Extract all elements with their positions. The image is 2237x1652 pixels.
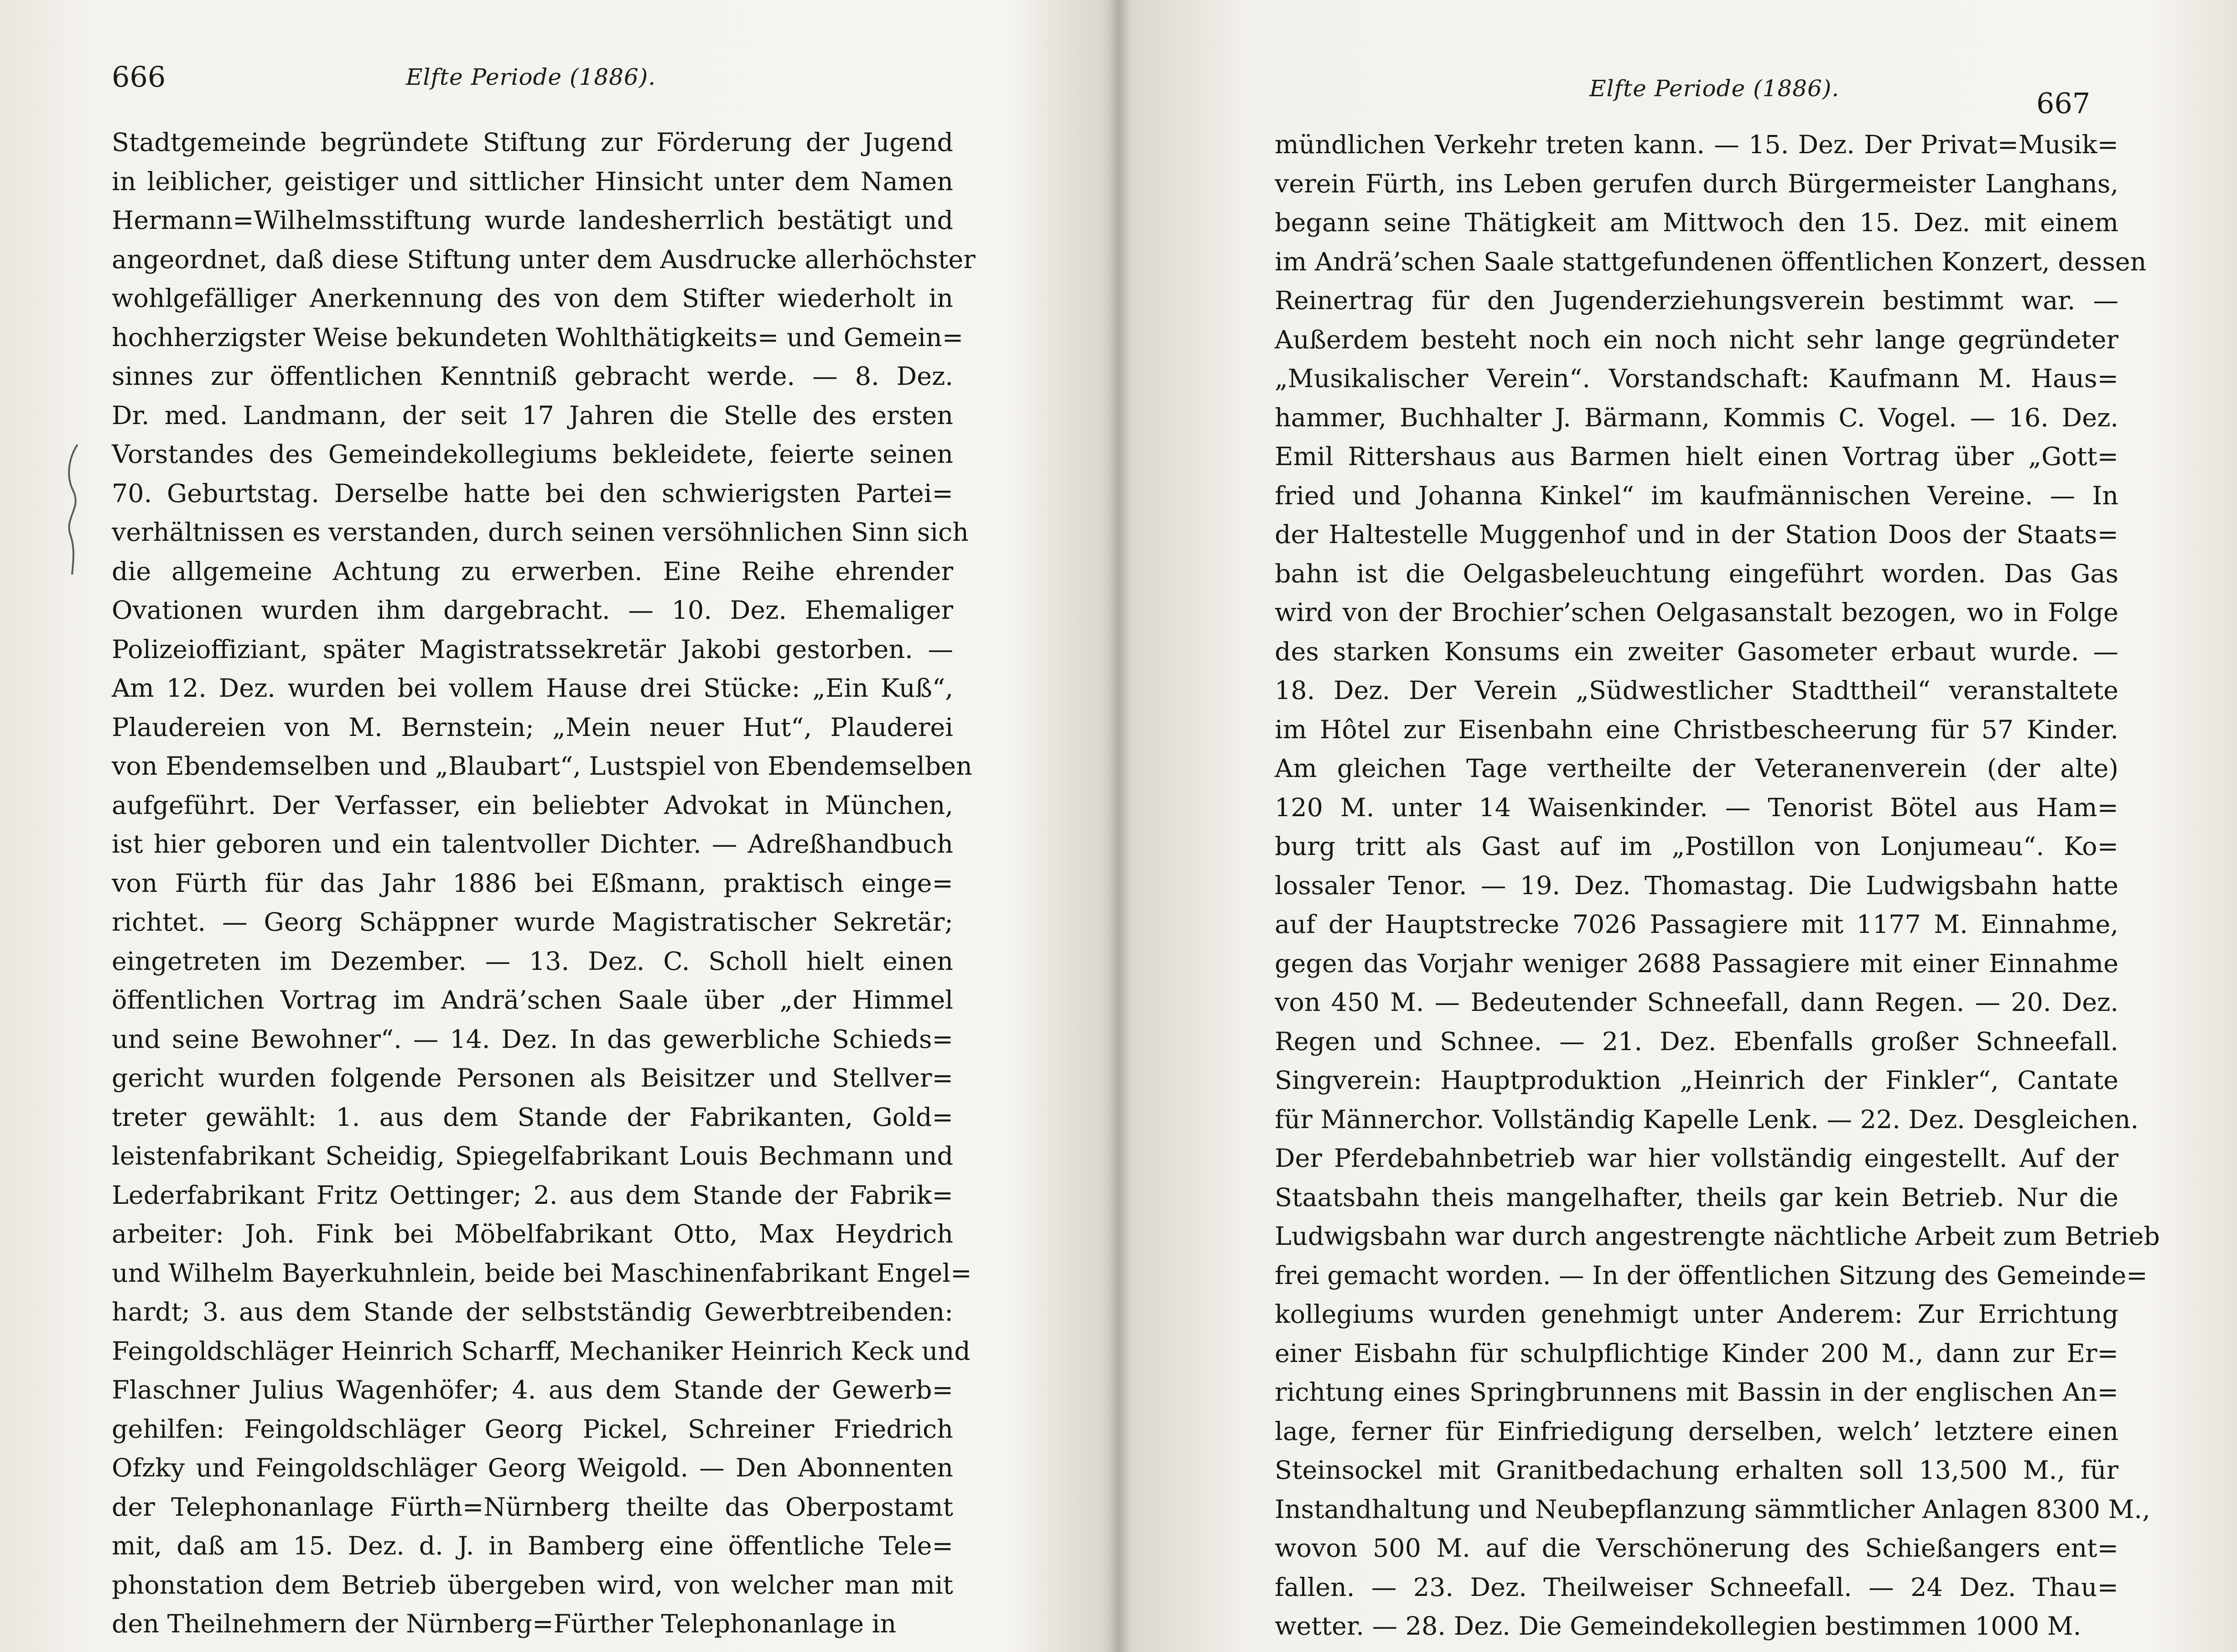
text-line: Stadtgemeinde begründete Stiftung zur Förderung der Jugend [112, 128, 953, 157]
text-line: leistenfabrikant Scheidig, Spiegelfabrikant Louis Bechmann und [112, 1141, 953, 1171]
left-page [0, 0, 1113, 1652]
text-line: von Ebendemselben und „Blaubart“, Lustspiel von Ebendemselben [112, 751, 972, 781]
text-line: Feingoldschläger Heinrich Scharff, Mechaniker Heinrich Keck und [112, 1336, 971, 1366]
right-page [1124, 0, 2237, 1652]
text-line: Lederfabrikant Fritz Oettinger; 2. aus dem Stande der Fabrik= [112, 1180, 953, 1210]
text-line: von Fürth für das Jahr 1886 bei Eßmann, praktisch einge= [112, 868, 953, 898]
text-line: im Hôtel zur Eisenbahn eine Christbescheerung für 57 Kinder. [1275, 715, 2118, 745]
text-line: auf der Hauptstrecke 7026 Passagiere mit 1177 M. Einnahme, [1275, 910, 2118, 939]
text-line: Der Pferdebahnbetrieb war hier vollständig eingestellt. Auf der [1275, 1144, 2118, 1173]
text-line: 120 M. unter 14 Waisenkinder. — Tenorist Bötel aus Ham= [1275, 792, 2118, 823]
text-line: und Wilhelm Bayerkuhnlein, beide bei Maschinenfabrikant Engel= [112, 1258, 972, 1288]
text-line: aufgeführt. Der Verfasser, ein beliebter Advokat in München, [112, 790, 953, 820]
text-line: angeordnet, daß diese Stiftung unter dem Ausdrucke allerhöchster [112, 244, 976, 274]
text-line: der Haltestelle Muggenhof und in der Station Doos der Staats= [1275, 520, 2118, 549]
text-line: den Theilnehmern der Nürnberg=Fürther Telephonanlage in [112, 1609, 897, 1639]
text-line: Staatsbahn theis mangelhafter, theils gar kein Betrieb. Nur die [1275, 1182, 2118, 1212]
text-line: wetter. — 28. Dez. Die Gemeindekollegien bestimmen 1000 M. [1275, 1611, 2081, 1641]
pencil-margin-mark [59, 440, 91, 577]
text-line: Polizeioffiziant, später Magistratssekretär Jakobi gestorben. — [112, 634, 953, 664]
text-line: wohlgefälliger Anerkennung des von dem Stifter wiederholt in [112, 284, 953, 313]
running-head-right: Elfte Periode (1886). [1589, 75, 1840, 102]
text-line: Am gleichen Tage vertheilte der Veteranenverein (der alte) [1275, 754, 2118, 783]
text-line: kollegiums wurden genehmigt unter Anderem: Zur Errichtung [1275, 1300, 2118, 1329]
text-line: Reinertrag für den Jugenderziehungsverein bestimmt war. — [1275, 286, 2118, 316]
text-line: die allgemeine Achtung zu erwerben. Eine Reihe ehrender [112, 556, 953, 586]
text-line: treter gewählt: 1. aus dem Stande der Fabrikanten, Gold= [112, 1102, 953, 1132]
text-line: phonstation dem Betrieb übergeben wird, von welcher man mit [112, 1570, 953, 1600]
text-line: hochherzigster Weise bekundeten Wohlthätigkeits= und Gemein= [112, 322, 964, 352]
text-line: Am 12. Dez. wurden bei vollem Hause drei Stücke: „Ein Kuß“, [112, 673, 953, 703]
text-line: des starken Konsums ein zweiter Gasometer erbaut wurde. — [1275, 637, 2118, 667]
text-line: Plaudereien von M. Bernstein; „Mein neuer Hut“, Plauderei [112, 712, 953, 742]
text-line: Hermann=Wilhelmsstiftung wurde landesherrlich bestätigt und [112, 206, 953, 235]
text-line: sinnes zur öffentlichen Kenntniß gebracht werde. — 8. Dez. [112, 362, 953, 391]
text-line: Emil Rittershaus aus Barmen hielt einen Vortrag über „Gott= [1275, 442, 2118, 471]
text-line: hammer, Buchhalter J. Bärmann, Kommis C. Vogel. — 16. Dez. [1275, 403, 2118, 433]
page-number-left: 666 [112, 60, 166, 93]
text-line: in leiblicher, geistiger und sittlicher Hinsicht unter dem Namen [112, 166, 953, 197]
left-page-text [112, 123, 976, 1644]
text-line: lossaler Tenor. — 19. Dez. Thomastag. Die Ludwigsbahn hatte [1275, 870, 2118, 901]
text-line: burg tritt als Gast auf im „Postillon von Lonjumeau“. Ko= [1275, 832, 2118, 861]
text-line: Singverein: Hauptproduktion „Heinrich der Finkler“, Cantate [1275, 1066, 2118, 1095]
text-line: Regen und Schnee. — 21. Dez. Ebenfalls großer Schneefall. [1275, 1026, 2118, 1056]
text-line: im Andrä’schen Saale stattgefundenen öffentlichen Konzert, dessen [1275, 247, 2147, 277]
text-line: frei gemacht worden. — In der öffentlichen Sitzung des Gemeinde= [1275, 1260, 2148, 1290]
text-line: Instandhaltung und Neubepflanzung sämmtlicher Anlagen 8300 M., [1275, 1494, 2150, 1524]
text-line: wovon 500 M. auf die Verschönerung des Schießangers ent= [1275, 1533, 2118, 1563]
text-line: begann seine Thätigkeit am Mittwoch den 15. Dez. mit einem [1275, 208, 2118, 238]
text-line: 18. Dez. Der Verein „Südwestlicher Stadttheil“ veranstaltete [1275, 676, 2118, 705]
text-line: mündlichen Verkehr treten kann. — 15. Dez. Der Privat=Musik= [1275, 130, 2118, 160]
text-line: Außerdem besteht noch ein noch nicht sehr lange gegründeter [1275, 325, 2118, 355]
text-line: gegen das Vorjahr weniger 2688 Passagiere mit einer Einnahme [1275, 948, 2118, 979]
right-page-text [1275, 125, 2160, 1646]
text-line: mit, daß am 15. Dez. d. J. in Bamberg eine öffentliche Tele= [112, 1531, 953, 1561]
text-line: Ludwigsbahn war durch angestrengte nächtliche Arbeit zum Betrieb [1275, 1222, 2160, 1251]
text-line: von 450 M. — Bedeutender Schneefall, dann Regen. — 20. Dez. [1275, 988, 2118, 1017]
text-line: arbeiter: Joh. Fink bei Möbelfabrikant Otto, Max Heydrich [112, 1219, 953, 1249]
text-line: fried und Johanna Kinkel“ im kaufmännischen Vereine. — In [1275, 481, 2118, 511]
text-line: Ovationen wurden ihm dargebracht. — 10. Dez. Ehemaliger [112, 596, 953, 625]
text-line: der Telephonanlage Fürth=Nürnberg theilte das Oberpostamt [112, 1492, 953, 1522]
running-head-left: Elfte Periode (1886). [406, 64, 656, 90]
text-line: verein Fürth, ins Leben gerufen durch Bürgermeister Langhans, [1275, 169, 2118, 199]
text-line: hardt; 3. aus dem Stande der selbstständig Gewerbtreibenden: [112, 1297, 953, 1327]
text-line: gericht wurden folgende Personen als Beisitzer und Stellver= [112, 1063, 953, 1093]
text-line: gehilfen: Feingoldschläger Georg Pickel, Schreiner Friedrich [112, 1414, 953, 1444]
text-line: Flaschner Julius Wagenhöfer; 4. aus dem Stande der Gewerb= [112, 1375, 953, 1405]
text-line: Steinsockel mit Granitbedachung erhalten soll 13,500 M., für [1275, 1455, 2118, 1485]
text-line: und seine Bewohner“. — 14. Dez. In das gewerbliche Schieds= [112, 1024, 953, 1054]
text-line: verhältnissen es verstanden, durch seinen versöhnlichen Sinn sich [112, 518, 969, 547]
text-line: einer Eisbahn für schulpflichtige Kinder 200 M., dann zur Er= [1275, 1338, 2118, 1368]
text-line: für Männerchor. Vollständig Kapelle Lenk. — 22. Dez. Desgleichen. [1275, 1104, 2139, 1134]
page-number-right: 667 [2036, 87, 2091, 120]
text-line: 70. Geburtstag. Derselbe hatte bei den schwierigsten Partei= [112, 478, 953, 508]
text-line: lage, ferner für Einfriedigung derselben, welch’ letztere einen [1275, 1416, 2118, 1446]
text-line: fallen. — 23. Dez. Theilweiser Schneefall. — 24 Dez. Thau= [1275, 1572, 2118, 1602]
text-line: öffentlichen Vortrag im Andrä’schen Saale über „der Himmel [112, 985, 953, 1015]
text-line: „Musikalischer Verein“. Vorstandschaft: Kaufmann M. Haus= [1275, 364, 2118, 394]
text-line: bahn ist die Oelgasbeleuchtung eingeführt worden. Das Gas [1275, 559, 2118, 589]
text-line: Vorstandes des Gemeindekollegiums bekleidete, feierte seinen [112, 440, 953, 469]
text-line: Dr. med. Landmann, der seit 17 Jahren die Stelle des ersten [112, 400, 953, 430]
text-line: richtung eines Springbrunnens mit Bassin in der englischen An= [1275, 1378, 2118, 1407]
text-line: richtet. — Georg Schäppner wurde Magistratischer Sekretär; [112, 907, 953, 937]
text-line: eingetreten im Dezember. — 13. Dez. C. Scholl hielt einen [112, 946, 953, 976]
text-line: wird von der Brochier’schen Oelgasanstalt bezogen, wo in Folge [1275, 598, 2118, 627]
text-line: Ofzky und Feingoldschläger Georg Weigold. — Den Abonnenten [112, 1453, 953, 1483]
text-line: ist hier geboren und ein talentvoller Dichter. — Adreßhandbuch [112, 829, 953, 859]
